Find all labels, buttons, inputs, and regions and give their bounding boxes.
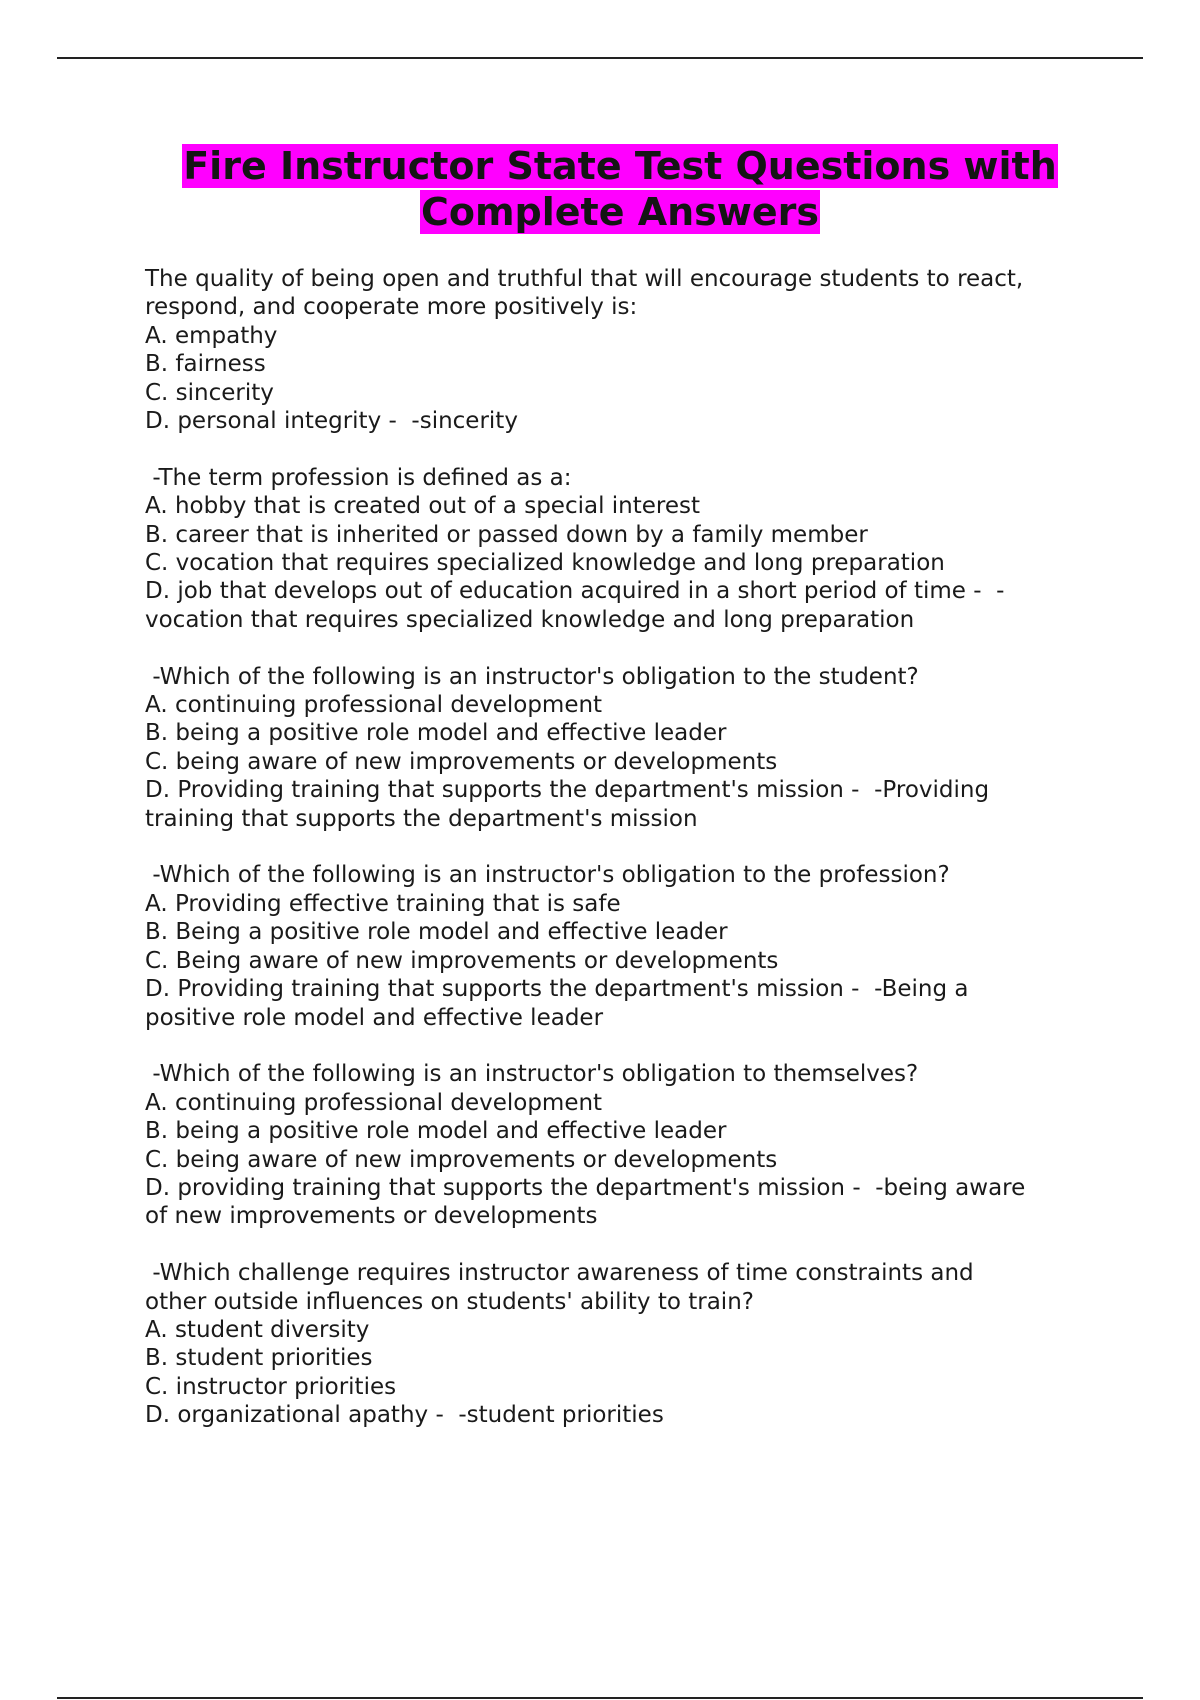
title-line-2: Complete Answers — [420, 190, 820, 234]
title-line-1: Fire Instructor State Test Questions with — [183, 144, 1057, 188]
question-line: C. vocation that requires specialized knowledge and long preparation — [145, 550, 945, 577]
question-line: D. job that develops out of education acquired in a short period of time - - — [145, 578, 1005, 605]
page-title — [100, 143, 1140, 235]
question-block — [145, 1060, 1085, 1230]
question-line: of new improvements or developments — [145, 1203, 598, 1230]
question-line: vocation that requires specialized knowledge and long preparation — [145, 606, 915, 633]
question-line: C. sincerity — [145, 379, 274, 406]
question-line: B. Being a positive role model and effective leader — [145, 919, 728, 946]
bottom-divider — [57, 1697, 1143, 1699]
question-text: -Which challenge requires instructor awareness of time constraints and — [145, 1260, 974, 1287]
question-line: positive role model and effective leader — [145, 1004, 604, 1031]
question-block — [145, 464, 1085, 634]
question-list — [145, 265, 1085, 1458]
question-line: D. organizational apathy - -student priorities — [145, 1402, 664, 1429]
question-line: B. student priorities — [145, 1345, 373, 1372]
question-line: B. being a positive role model and effective leader — [145, 720, 727, 747]
question-line: A. empathy — [145, 322, 278, 349]
question-line: D. Providing training that supports the department's mission - -Providing — [145, 777, 990, 804]
question-line: A. Providing effective training that is safe — [145, 890, 621, 917]
question-text: -Which of the following is an instructor's obligation to the student? — [145, 663, 919, 690]
question-line: A. continuing professional development — [145, 692, 603, 719]
question-block — [145, 265, 1085, 435]
question-line: A. hobby that is created out of a special interest — [145, 493, 701, 520]
question-line: B. fairness — [145, 351, 266, 378]
question-text: -Which of the following is an instructor's obligation to the profession? — [145, 862, 950, 889]
question-line: A. student diversity — [145, 1316, 370, 1343]
question-text: The quality of being open and truthful that will encourage students to react, — [145, 266, 1024, 292]
question-text: -Which of the following is an instructor's obligation to themselves? — [145, 1061, 919, 1088]
question-line: D. personal integrity - -sincerity — [145, 408, 518, 435]
question-line: B. being a positive role model and effective leader — [145, 1118, 727, 1145]
question-line: A. continuing professional development — [145, 1089, 603, 1116]
question-line: C. being aware of new improvements or developments — [145, 748, 778, 775]
question-line: training that supports the department's mission — [145, 805, 698, 832]
question-block — [145, 1259, 1085, 1429]
question-line: C. being aware of new improvements or developments — [145, 1146, 778, 1173]
question-line: D. Providing training that supports the department's mission - -Being a — [145, 976, 969, 1003]
question-block — [145, 861, 1085, 1031]
question-line: D. providing training that supports the department's mission - -being aware — [145, 1174, 1026, 1201]
question-block — [145, 663, 1085, 833]
question-line: respond, and cooperate more positively is: — [145, 294, 638, 321]
question-line: C. instructor priorities — [145, 1373, 397, 1400]
question-line: other outside influences on students' ability to train? — [145, 1288, 754, 1315]
top-divider — [57, 57, 1143, 59]
question-line: B. career that is inherited or passed down by a family member — [145, 521, 868, 548]
question-text: -The term profession is defined as a: — [145, 464, 572, 491]
question-line: C. Being aware of new improvements or developments — [145, 947, 779, 974]
